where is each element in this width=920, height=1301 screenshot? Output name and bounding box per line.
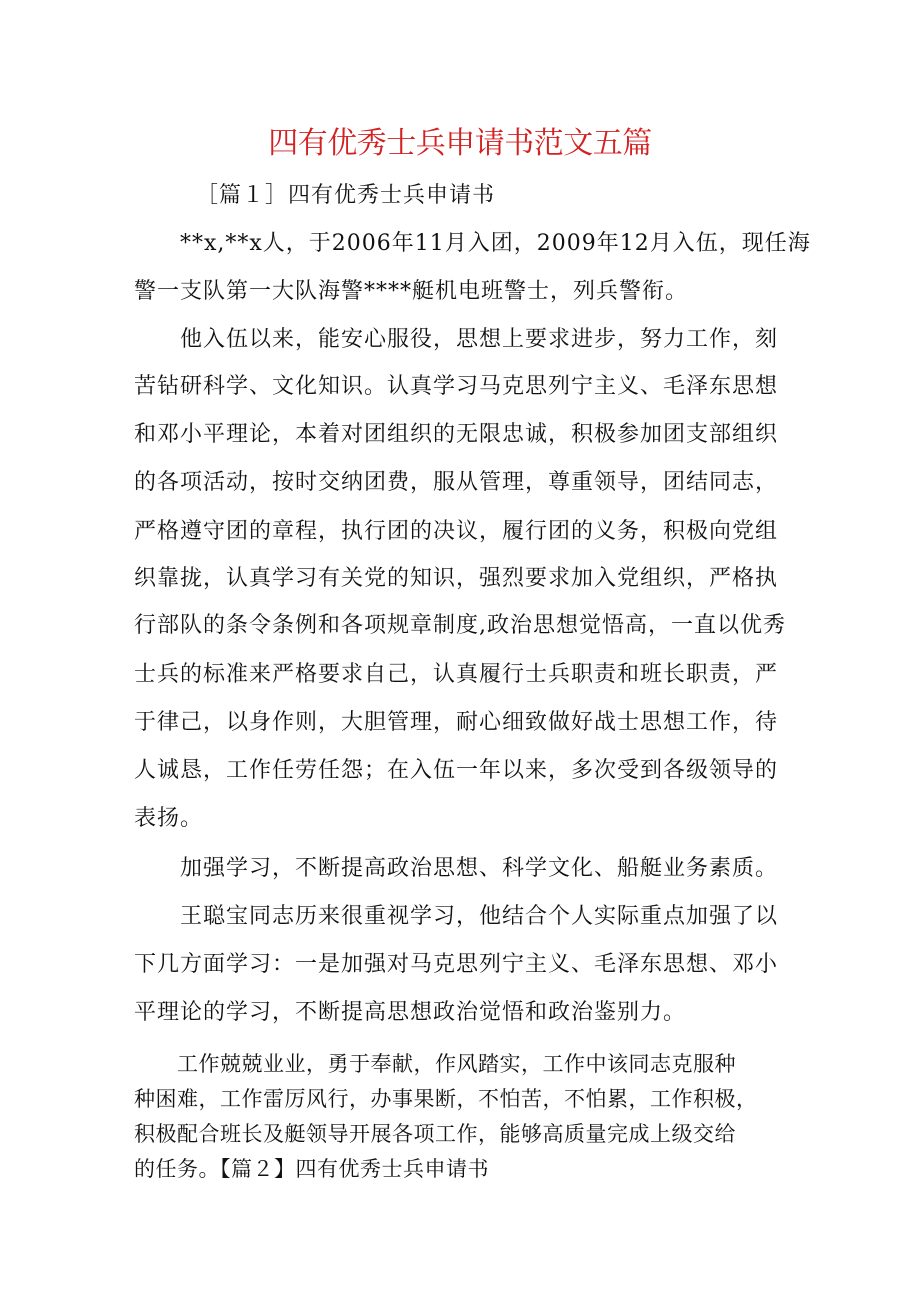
body-line: 平理论的学习，不断提高思想政治觉悟和政治鉴别力。 bbox=[134, 1000, 687, 1025]
body-line: **x,**x人，于2006年11月入团，2009年12月入伍，现任海 bbox=[134, 231, 811, 256]
body-line: 人诚恳，工作任劳任怨；在入伍一年以来，多次受到各级领导的 bbox=[134, 758, 779, 783]
body-line: 种困难，工作雷厉风行，办事果断，不怕苦，不怕累，工作积极， bbox=[134, 1087, 758, 1111]
body-line: 和邓小平理论，本着对团组织的无限忠诚，积极参加团支部组织 bbox=[134, 422, 779, 447]
body-line: 苦钻研科学、文化知识。认真学习马克思列宁主义、毛泽东思想 bbox=[134, 374, 779, 399]
body-line: 积极配合班长及艇领导开展各项工作，能够高质量完成上级交给 bbox=[134, 1122, 736, 1146]
body-line: 表扬。 bbox=[134, 806, 204, 831]
section-heading-1: ［篇１］四有优秀士兵申请书 bbox=[196, 183, 496, 208]
body-line: 于律己，以身作则，大胆管理，耐心细致做好战士思想工作，待 bbox=[134, 710, 779, 735]
body-line: 加强学习，不断提高政治思想、科学文化、船艇业务素质。 bbox=[134, 856, 779, 881]
body-line: 行部队的条令条例和各项规章制度,政治思想觉悟高，一直以优秀 bbox=[134, 613, 786, 638]
body-line: 工作兢兢业业，勇于奉献，作风踏实，工作中该同志克服种 bbox=[134, 1052, 736, 1076]
body-line: 的任务。【篇２】四有优秀士兵申请书 bbox=[134, 1157, 489, 1181]
body-line: 严格遵守团的章程，执行团的决议，履行团的义务，积极向党组 bbox=[134, 519, 779, 544]
body-line: 的各项活动，按时交纳团费，服从管理，尊重领导，团结同志， bbox=[134, 470, 779, 495]
body-line: 织靠拢，认真学习有关党的知识，强烈要求加入党组织，严格执 bbox=[134, 566, 779, 591]
body-line: 警一支队第一大队海警****艇机电班警士，列兵警衔。 bbox=[134, 279, 689, 304]
body-line: 王聪宝同志历来很重视学习，他结合个人实际重点加强了以 bbox=[134, 904, 779, 929]
body-line: 他入伍以来，能安心服役，思想上要求进步，努力工作，刻 bbox=[134, 327, 779, 352]
body-line: 士兵的标准来严格要求自己，认真履行士兵职责和班长职责，严 bbox=[134, 662, 779, 687]
body-line: 下几方面学习：一是加强对马克思列宁主义、毛泽东思想、邓小 bbox=[134, 952, 779, 977]
document-title: 四有优秀士兵申请书范文五篇 bbox=[268, 126, 652, 161]
